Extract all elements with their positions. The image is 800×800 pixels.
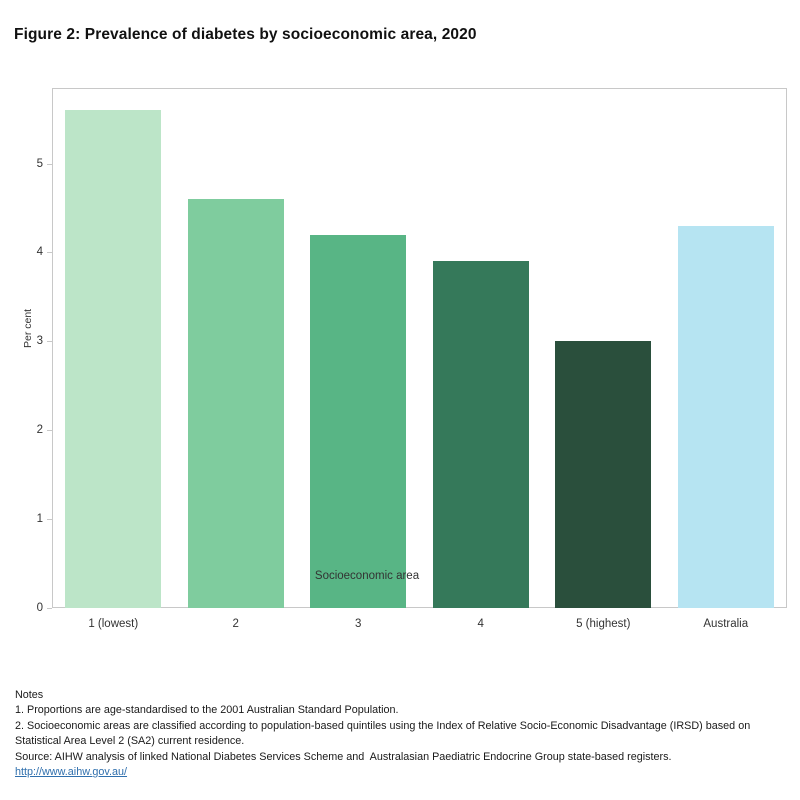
y-tick-mark [47, 608, 52, 609]
bar[interactable] [310, 235, 406, 608]
y-tick-label: 5 [36, 157, 43, 170]
y-tick-mark [47, 519, 52, 520]
notes-heading: Notes [15, 689, 44, 701]
y-axis-label: Per cent [22, 308, 34, 348]
bar[interactable] [188, 199, 284, 608]
y-tick-label: 4 [36, 246, 43, 259]
note-line-1: 1. Proportions are age-standardised to the 2001 Australian Standard Population. [15, 704, 399, 717]
bar[interactable] [678, 226, 774, 608]
note-line-2: 2. Socioeconomic areas are classified according to population-based quintiles using the Index of Relative Socio-Economic Disadvantage (IRSD) based on Statistical Area Level 2 (SA2) current residence. [15, 719, 754, 748]
x-axis-label: Socioeconomic area [314, 570, 420, 582]
notes-block [15, 688, 785, 780]
y-tick-mark [47, 341, 52, 342]
plot-frame [36, 88, 787, 630]
source-link[interactable]: http://www.aihw.gov.au/ [15, 766, 128, 779]
x-tick-label: Australia [703, 618, 749, 630]
x-tick-label: 3 [355, 618, 362, 630]
y-tick-label: 0 [36, 602, 43, 614]
bar[interactable] [555, 341, 651, 608]
x-tick-label: 4 [477, 618, 484, 630]
page-title: Figure 2: Prevalence of diabetes by socioeconomic area, 2020 [14, 26, 477, 43]
y-tick-mark [47, 430, 52, 431]
note-source: Source: AIHW analysis of linked National Diabetes Services Scheme and Australasian Paediatric Endocrine Group state-based registers. [15, 750, 672, 763]
bar[interactable] [433, 261, 529, 608]
x-tick-label: 5 (highest) [576, 618, 631, 630]
x-tick-label: 2 [232, 618, 239, 630]
y-tick-mark [47, 164, 52, 165]
y-tick-label: 3 [36, 335, 43, 348]
x-tick-label: 1 (lowest) [88, 618, 139, 630]
bar[interactable] [65, 110, 161, 608]
y-tick-mark [47, 252, 52, 253]
y-tick-label: 2 [36, 424, 43, 437]
plot-area [36, 88, 787, 630]
y-tick-label: 1 [36, 513, 43, 526]
